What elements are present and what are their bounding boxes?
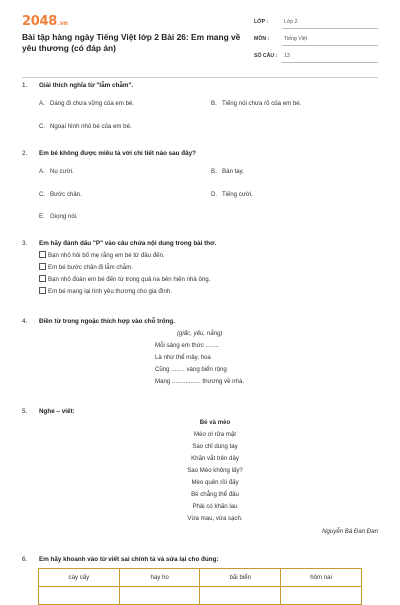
question-text: Nghe – viết: bbox=[39, 408, 75, 415]
word-cell[interactable] bbox=[281, 587, 362, 605]
question-text: Em hãy đánh dấu "P" vào câu chứa nội dung trong bài thơ. bbox=[39, 240, 217, 247]
option-key: B. bbox=[211, 168, 217, 175]
question-number: 4. bbox=[22, 318, 28, 325]
meta-underline bbox=[282, 45, 378, 46]
question-number: 2. bbox=[22, 150, 28, 157]
word-cell[interactable]: bãi biển bbox=[200, 569, 281, 587]
question-text: Điền từ trong ngoặc thích hợp vào chỗ trống. bbox=[39, 318, 176, 325]
option-key: A. bbox=[39, 100, 45, 107]
meta-row-class bbox=[254, 16, 378, 33]
meta-underline bbox=[282, 28, 378, 29]
option-key: C. bbox=[39, 123, 46, 130]
statement-text: Em bé mang lại tình yêu thương cho gia đình. bbox=[48, 288, 172, 295]
option-text: Bàn tay. bbox=[222, 168, 244, 175]
meta-label: SỐ CÂU : bbox=[254, 53, 278, 59]
option-a[interactable] bbox=[39, 168, 74, 175]
meta-row-count bbox=[254, 50, 378, 67]
fill-line: Mang ................. thương về nhà. bbox=[155, 378, 245, 385]
fill-line: Mỗi sáng em thức ........ bbox=[155, 342, 220, 349]
header-divider bbox=[22, 77, 378, 78]
option-b[interactable] bbox=[211, 100, 301, 107]
poem-line: Sao Mèo không lấy? bbox=[187, 467, 243, 474]
option-key: D. bbox=[211, 191, 218, 198]
logo-tld: .vn bbox=[57, 20, 68, 27]
poem-line: Bé chẳng thể đâu bbox=[191, 491, 239, 498]
meta-value: Lớp 2 bbox=[284, 19, 298, 25]
meta-underline bbox=[282, 62, 378, 63]
option-text: Bước chân. bbox=[50, 191, 82, 198]
option-text: Nụ cười. bbox=[50, 168, 74, 175]
question-text: Giải thích nghĩa từ "lẫm chẫm". bbox=[39, 82, 134, 89]
table-row bbox=[39, 569, 362, 587]
page-title: Bài tập hàng ngày Tiếng Việt lớp 2 Bài 26: Em mang về yêu thương (có đáp án) bbox=[22, 32, 241, 53]
word-cell[interactable] bbox=[39, 587, 120, 605]
checkbox-icon[interactable] bbox=[39, 287, 46, 294]
statement-text: Bạn nhỏ đoán em bé đến từ trong quả na bên hiên nhà ông. bbox=[48, 276, 211, 283]
site-logo[interactable] bbox=[22, 14, 68, 29]
meta-row-subject bbox=[254, 33, 378, 50]
poem-line: Vừa mau, vừa sạch. bbox=[187, 515, 243, 522]
option-text: Tiếng cười. bbox=[222, 191, 253, 198]
option-key: B. bbox=[211, 100, 217, 107]
word-table bbox=[38, 568, 362, 605]
option-c[interactable] bbox=[39, 123, 132, 130]
option-key: A. bbox=[39, 168, 45, 175]
word-cell[interactable]: hay ho bbox=[119, 569, 200, 587]
option-b[interactable] bbox=[211, 168, 244, 175]
word-hint: (giấc, yếu, nắng) bbox=[177, 330, 223, 337]
logo-text: 2048 bbox=[22, 14, 57, 29]
meta-value: 13 bbox=[284, 53, 290, 59]
option-text: Ngoại hình nhỏ bé của em bé. bbox=[50, 123, 132, 130]
option-e[interactable] bbox=[39, 213, 78, 220]
word-cell[interactable] bbox=[119, 587, 200, 605]
poem-line: Sao chỉ dùng tay bbox=[192, 443, 238, 450]
statement-text: Bạn nhỏ hỏi bố mẹ rằng em bé từ đâu đến. bbox=[48, 252, 165, 259]
word-cell[interactable]: hôm nai bbox=[281, 569, 362, 587]
checkbox-icon[interactable] bbox=[39, 275, 46, 282]
checkbox-icon[interactable] bbox=[39, 251, 46, 258]
table-row bbox=[39, 587, 362, 605]
checkbox-icon[interactable] bbox=[39, 263, 46, 270]
option-key: C. bbox=[39, 191, 46, 198]
option-a[interactable] bbox=[39, 100, 134, 107]
option-key: E. bbox=[39, 213, 45, 220]
poem-line: Mèo ơi rửa mặt bbox=[194, 431, 236, 438]
meta-info bbox=[254, 16, 378, 67]
word-cell[interactable]: cày cấy bbox=[39, 569, 120, 587]
fill-line: Cũng ........ vàng biển rộng bbox=[155, 366, 227, 373]
statement-item[interactable] bbox=[39, 275, 210, 283]
poem-line: Mèo quên rồi đấy bbox=[191, 479, 239, 486]
question-text: Em bé không được miêu tả với chi tiết nào sau đây? bbox=[39, 150, 196, 157]
option-c[interactable] bbox=[39, 191, 82, 198]
meta-label: LỚP : bbox=[254, 19, 269, 25]
question-number: 6. bbox=[22, 556, 28, 563]
word-cell[interactable] bbox=[200, 587, 281, 605]
question-text: Em hãy khoanh vào từ viết sai chính tả và sửa lại cho đúng: bbox=[39, 556, 219, 563]
question-number: 1. bbox=[22, 82, 28, 89]
poem-title: Bé và mèo bbox=[199, 419, 231, 426]
option-text: Tiếng nói chưa rõ của em bé. bbox=[222, 100, 302, 107]
statement-item[interactable] bbox=[39, 287, 172, 295]
question-number: 3. bbox=[22, 240, 28, 247]
meta-value: Tiếng Việt bbox=[284, 36, 308, 42]
question-number: 5. bbox=[22, 408, 28, 415]
poem-line: Phải có khăn lau bbox=[192, 503, 238, 510]
option-text: Giọng nói. bbox=[50, 213, 78, 220]
option-d[interactable] bbox=[211, 191, 253, 198]
poem-line: Khăn vắt trên dây bbox=[191, 455, 239, 462]
statement-item[interactable] bbox=[39, 251, 165, 259]
fill-line: Là như thể mây, hoa bbox=[155, 354, 211, 361]
poem-author: Nguyễn Bá Đan Đan bbox=[322, 528, 378, 535]
header bbox=[0, 0, 400, 70]
statement-text: Em bé bước chân đi lẫm chẫm. bbox=[48, 264, 133, 271]
statement-item[interactable] bbox=[39, 263, 133, 271]
option-text: Dáng đi chưa vững của em bé. bbox=[50, 100, 135, 107]
meta-label: MÔN : bbox=[254, 36, 270, 42]
